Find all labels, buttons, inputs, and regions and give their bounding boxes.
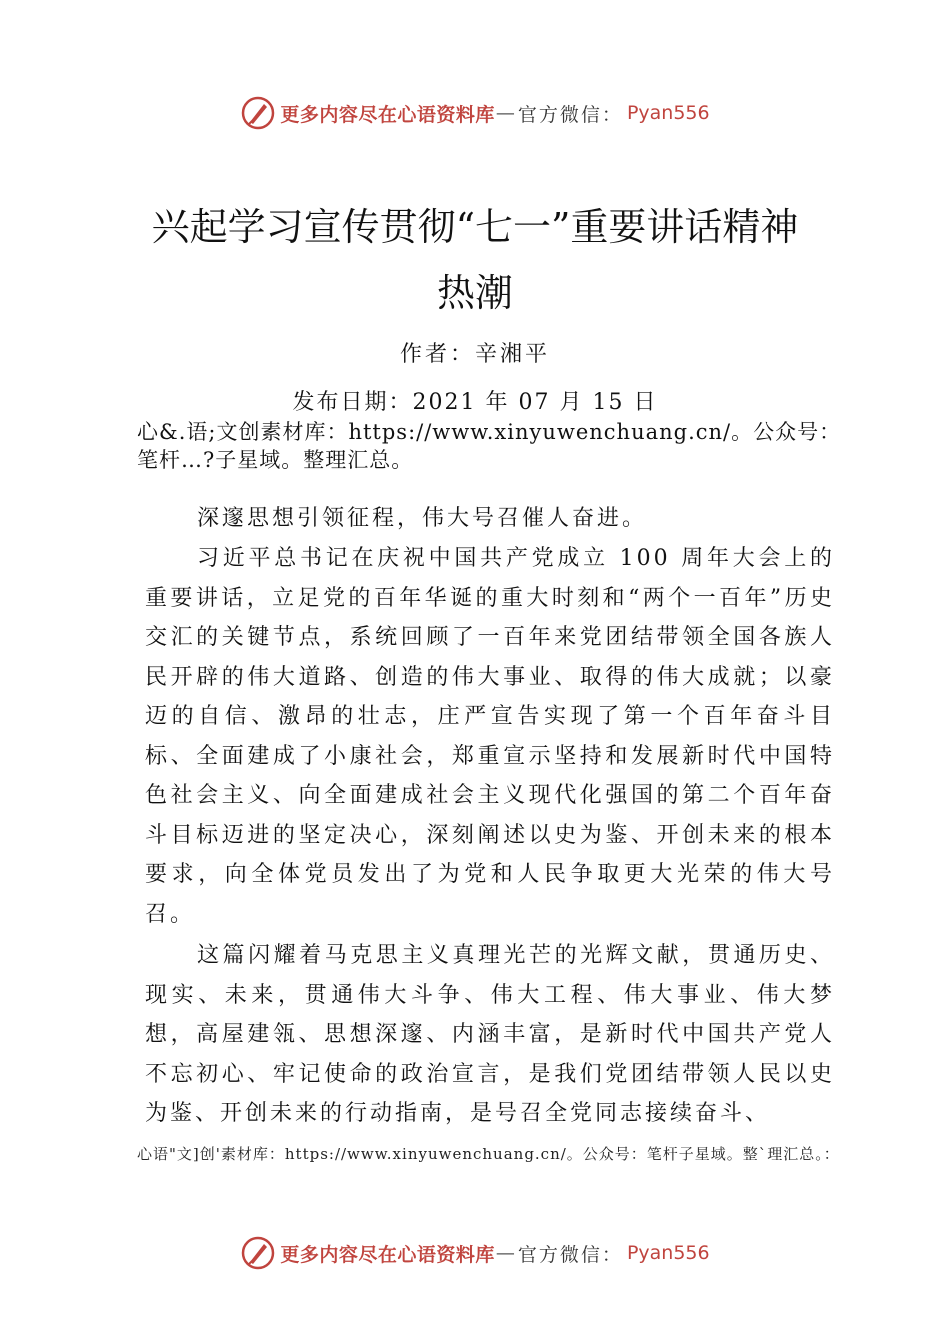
- page-title-line1: 兴起学习宣传贯彻“七一”重要讲话精神: [151, 205, 799, 249]
- paragraph-3: 这篇闪耀着马克思主义真理光芒的光辉文献，贯通历史、现实、未来，贯通伟大斗争、伟大工程、伟大事业、伟大梦想，高屋建瓴、思想深邃、内涵丰富，是新时代中国共产党人不忘初心、牢记使命的政治宣言，是我们党团结带领人民以史为鉴、开创未来的行动指南，是号召全党同志接续奋斗、: [145, 943, 835, 1126]
- page-title-line2: 热潮: [436, 271, 513, 315]
- source-notice: 心&.语;文创素材库：https://www.xinyuwenchuang.cn/。公众号：笔杆…?子星域。整理汇总。: [137, 420, 842, 472]
- footer-note: 心语"文]创'素材库：https://www.xinyuwenchuang.cn/。公众号：笔杆子星域。整`理汇总。：: [137, 1145, 840, 1163]
- paragraph-2: 习近平总书记在庆祝中国共产党成立 100 周年大会上的重要讲话，立足党的百年华诞的重大时刻和“两个一百年”历史交汇的关键节点，系统回顾了一百年来党团结带领全国各族人民开辟的伟大道路、创造的伟大事业、取得的伟大成就；以豪迈的自信、激昂的壮志，庄严宣告实现了第一个百年奋斗目标、全面建成了小康社会，郑重宣示坚持和发展新时代中国特色社会主义、向全面建成社会主义现代化强国的第二个百年奋斗目标迈进的坚定决心，深刻阐述以史为鉴、开创未来的根本要求，向全体党员发出了为党和人民争取更大光荣的伟大号召。: [145, 546, 835, 927]
- banner-text: 更多内容尽在心语资料库: [280, 103, 495, 126]
- banner-account: Pyan556: [626, 102, 710, 124]
- banner-label: 官方微信：: [517, 103, 623, 126]
- date-line: 发布日期：2021 年 07 月 15 日: [292, 390, 658, 415]
- banner-separator: —: [495, 1242, 517, 1264]
- banner-text: 更多内容尽在心语资料库: [280, 1243, 495, 1266]
- paragraph-1: 深邃思想引领征程，伟大号召催人奋进。: [197, 506, 648, 531]
- banner-account: Pyan556: [626, 1242, 710, 1264]
- author-line: 作者：辛湘平: [399, 342, 550, 367]
- banner-separator: —: [495, 102, 517, 124]
- header-banner: [0, 93, 950, 133]
- footer-banner: [0, 1233, 950, 1273]
- quill-circle-icon: [240, 1235, 276, 1271]
- quill-circle-icon: [240, 95, 276, 131]
- banner-label: 官方微信：: [517, 1243, 623, 1266]
